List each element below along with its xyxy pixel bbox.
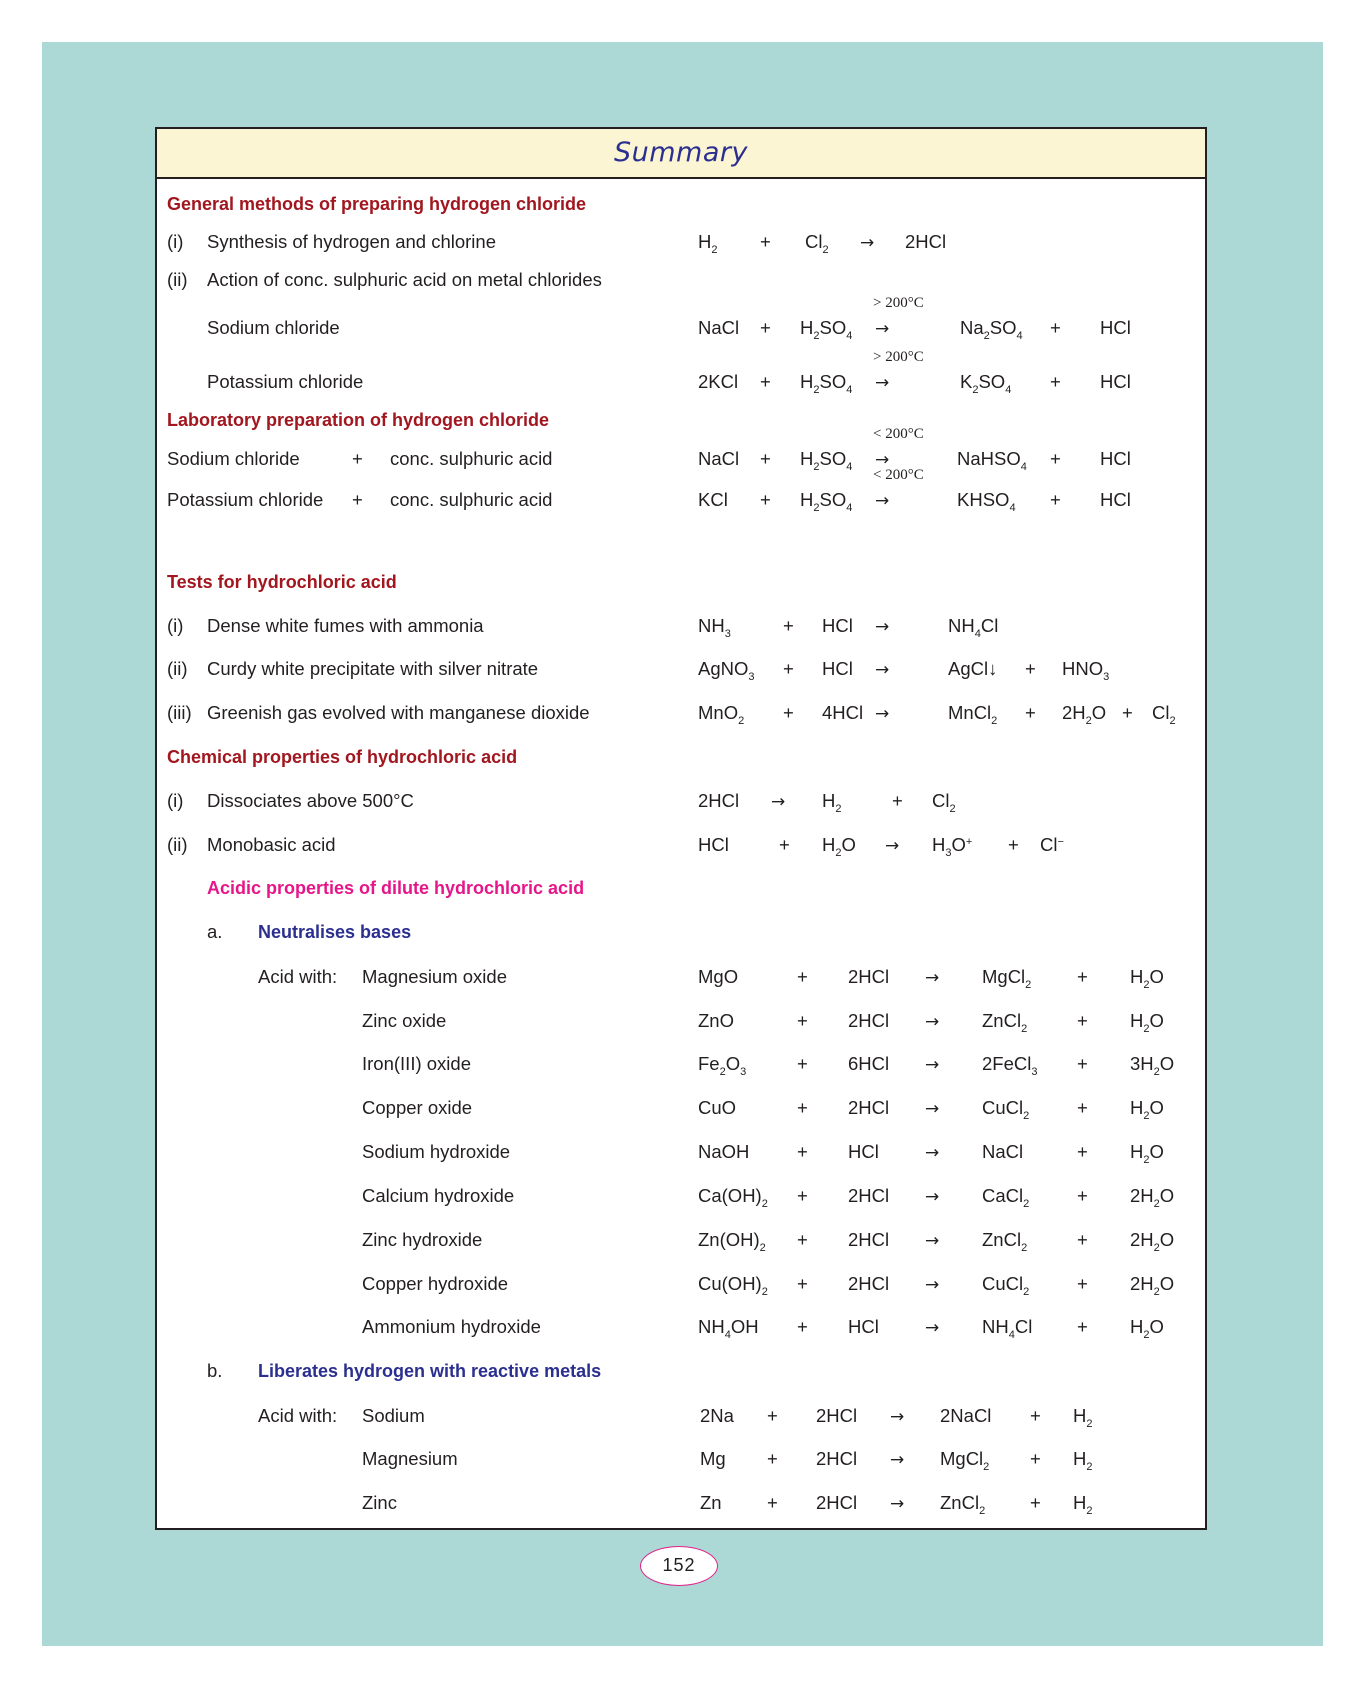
reaction-condition: > 200°C [873,349,924,365]
formula: NaCl [698,448,740,469]
item-number: (ii) [167,658,188,679]
arrow-icon: → [925,1055,940,1075]
formula: HCl [1100,489,1131,510]
formula: $H_2$ [698,231,718,256]
arrow-icon: → [890,1494,905,1514]
formula: CuCl$_2$ [982,1097,1030,1122]
formula: $3H_2O$ [1130,1053,1175,1078]
formula: 2HCl [816,1405,858,1426]
item-text: Calcium hydroxide [362,1185,515,1206]
formula: $Ca(OH)_2$ [698,1185,768,1210]
plus-sign: + [797,1141,808,1162]
acid-with-label: Acid with: [258,1405,338,1426]
plus-sign: + [760,371,771,392]
arrow-icon: → [875,704,890,724]
formula: 2HCl [848,966,890,987]
arrow-icon: → [771,792,786,812]
plus-sign: + [1050,317,1061,338]
formula: HCl [1100,371,1131,392]
item-number: (i) [167,790,184,811]
formula: MnCl$_2$ [948,702,998,727]
plus-sign: + [1122,702,1133,723]
item-text: Magnesium [362,1448,458,1469]
arrow-icon: → [860,233,875,253]
formula: $H_2SO_4$ [800,448,853,473]
item-text: Action of conc. sulphuric acid on metal chlorides [207,269,602,290]
plus-sign: + [767,1448,778,1469]
plus-sign: + [797,1229,808,1250]
formula: $NH_4Cl$ [982,1316,1033,1341]
plus-sign: + [1077,1053,1088,1074]
arrow-icon: → [925,1231,940,1251]
formula: 2FeCl$_3$ [982,1053,1038,1078]
acid-with-label: Acid with: [258,966,338,987]
formula: NaCl [982,1141,1024,1162]
page-number: 152 [640,1546,718,1586]
formula: ZnO [698,1010,734,1031]
formula: ZnCl$_2$ [940,1492,986,1517]
plus-sign: + [1077,1097,1088,1118]
formula: $HNO_3$ [1062,658,1110,683]
formula: $Cl_2$ [1152,702,1176,727]
formula: $Cl_2$ [932,790,956,815]
formula: $H_2$ [1073,1492,1093,1517]
plus-sign: + [352,448,363,469]
plus-sign: + [352,489,363,510]
item-number: (i) [167,231,184,252]
subsection-heading-neutralises: Neutralises bases [258,922,412,942]
formula: 2NaCl [940,1405,992,1426]
formula: 2HCl [848,1185,890,1206]
item-number: (i) [167,615,184,636]
arrow-icon: → [875,617,890,637]
formula: $H_2O$ [822,834,856,859]
formula: $H_2SO_4$ [800,317,853,342]
formula: HCl [1100,448,1131,469]
formula: HCl [698,834,729,855]
formula: HCl [822,615,853,636]
item-text: Zinc hydroxide [362,1229,483,1250]
plus-sign: + [797,1316,808,1337]
plus-sign: + [1008,834,1019,855]
plus-sign: + [797,1010,808,1031]
plus-sign: + [760,448,771,469]
plus-sign: + [892,790,903,811]
arrow-icon: → [875,373,890,393]
reaction-condition: < 200°C [873,426,924,442]
item-text: Sodium chloride [207,317,340,338]
item-number: (iii) [167,702,192,723]
formula: $H_2O$ [1130,1097,1164,1122]
item-text: Zinc [362,1492,397,1513]
formula: $Zn(OH)_2$ [698,1229,766,1254]
formula: $H_2O$ [1130,966,1164,991]
formula: $Cu(OH)_2$ [698,1273,768,1298]
item-text: Curdy white precipitate with silver nitrate [207,658,539,679]
formula: 2HCl [848,1097,890,1118]
arrow-icon: → [875,660,890,680]
formula: AgNO$_3$ [698,658,755,683]
arrow-icon: → [925,1012,940,1032]
formula: $H_2O$ [1130,1316,1164,1341]
formula: $Fe_2O_3$ [698,1053,747,1078]
item-text: Dissociates above 500°C [207,790,414,811]
plus-sign: + [767,1492,778,1513]
section-heading-tests: Tests for hydrochloric acid [167,572,397,592]
reaction-condition: < 200°C [873,467,924,483]
summary-header [157,129,1205,179]
plus-sign: + [783,615,794,636]
section-heading-general: General methods of preparing hydrogen chloride [167,194,587,214]
formula: AgCl↓ [948,658,998,679]
formula: 2HCl [848,1010,890,1031]
formula: Mg [700,1448,726,1469]
arrow-icon: → [925,1318,940,1338]
formula: $NH_4Cl$ [948,615,999,640]
plus-sign: + [760,317,771,338]
formula: 2HCl [816,1448,858,1469]
item-text: Potassium chloride [207,371,364,392]
plus-sign: + [1050,448,1061,469]
reaction-condition: > 200°C [873,295,924,311]
item-text: conc. sulphuric acid [390,489,553,510]
formula: HCl [1100,317,1131,338]
plus-sign: + [1030,1405,1041,1426]
formula: $Na_2SO_4$ [960,317,1023,342]
section-heading-lab: Laboratory preparation of hydrogen chloride [167,410,550,430]
formula: $H_2$ [1073,1448,1093,1473]
plus-sign: + [767,1405,778,1426]
plus-sign: + [797,1053,808,1074]
section-heading-acidic: Acidic properties of dilute hydrochloric acid [207,878,585,898]
formula: Cl− [1040,834,1064,855]
page-title: Summary [614,137,748,168]
formula: $KHSO_4$ [957,489,1016,514]
arrow-icon: → [925,968,940,988]
formula: $NH_3$ [698,615,731,640]
item-text: Magnesium oxide [362,966,507,987]
arrow-icon: → [875,450,890,470]
formula: $H_2SO_4$ [800,371,853,396]
item-text: Copper oxide [362,1097,473,1118]
formula: KCl [698,489,728,510]
plus-sign: + [1050,489,1061,510]
formula: $NH_4OH$ [698,1316,759,1341]
formula: $2H_2O$ [1062,702,1107,727]
formula: MgO [698,966,739,987]
plus-sign: + [1077,1229,1088,1250]
item-text: Sodium hydroxide [362,1141,511,1162]
formula: Zn [700,1492,722,1513]
item-text: Copper hydroxide [362,1273,509,1294]
arrow-icon: → [875,319,890,339]
formula: 2HCl [698,790,740,811]
formula: 2KCl [698,371,739,392]
arrow-icon: → [885,836,900,856]
item-text: Dense white fumes with ammonia [207,615,484,636]
formula: $Cl_2$ [805,231,829,256]
formula: $H_3O^+$ [932,834,973,859]
formula: $2H_2O$ [1130,1185,1175,1210]
arrow-icon: → [925,1275,940,1295]
formula: $K_2SO_4$ [960,371,1012,396]
plus-sign: + [1077,1010,1088,1031]
formula: CuCl$_2$ [982,1273,1030,1298]
plus-sign: + [1077,1273,1088,1294]
formula: HCl [848,1141,879,1162]
formula: NaOH [698,1141,750,1162]
formula: NaHSO$_4$ [957,448,1027,473]
subsection-heading-liberates: Liberates hydrogen with reactive metals [258,1361,602,1381]
formula: $H_2O$ [1130,1141,1164,1166]
formula: 2HCl [905,231,947,252]
item-letter: b. [207,1360,223,1381]
item-text: Monobasic acid [207,834,336,855]
formula: $2H_2O$ [1130,1273,1175,1298]
item-text: conc. sulphuric acid [390,448,553,469]
item-text: Ammonium hydroxide [362,1316,541,1337]
formula: $H_2$ [1073,1405,1093,1430]
plus-sign: + [1077,1141,1088,1162]
formula: MnO$_2$ [698,702,745,727]
arrow-icon: → [890,1407,905,1427]
arrow-icon: → [925,1099,940,1119]
formula: ZnCl$_2$ [982,1010,1028,1035]
formula: MgCl$_2$ [940,1448,990,1473]
plus-sign: + [1025,702,1036,723]
formula: NaCl [698,317,740,338]
formula: CuO [698,1097,737,1118]
item-text: Potassium chloride [167,489,324,510]
plus-sign: + [1050,371,1061,392]
item-text: Sodium chloride [167,448,300,469]
formula: $2H_2O$ [1130,1229,1175,1254]
formula: CaCl$_2$ [982,1185,1030,1210]
item-number: (ii) [167,269,188,290]
plus-sign: + [783,658,794,679]
item-text: Greenish gas evolved with manganese dioxide [207,702,590,723]
formula: 2Na [700,1405,734,1426]
formula: $H_2SO_4$ [800,489,853,514]
item-text: Synthesis of hydrogen and chlorine [207,231,496,252]
arrow-icon: → [925,1143,940,1163]
formula: $H_2O$ [1130,1010,1164,1035]
formula: 2HCl [848,1273,890,1294]
item-number: (ii) [167,834,188,855]
formula: 2HCl [816,1492,858,1513]
formula: 6HCl [848,1053,890,1074]
item-text: Sodium [362,1405,425,1426]
plus-sign: + [797,1185,808,1206]
plus-sign: + [797,1273,808,1294]
plus-sign: + [1077,966,1088,987]
formula: ZnCl$_2$ [982,1229,1028,1254]
plus-sign: + [1025,658,1036,679]
arrow-icon: → [925,1187,940,1207]
plus-sign: + [797,966,808,987]
formula: HCl [848,1316,879,1337]
formula: HCl [822,658,853,679]
formula: 2HCl [848,1229,890,1250]
plus-sign: + [760,231,771,252]
item-text: Zinc oxide [362,1010,447,1031]
section-heading-chemical: Chemical properties of hydrochloric acid [167,747,518,767]
plus-sign: + [1030,1492,1041,1513]
plus-sign: + [783,702,794,723]
plus-sign: + [760,489,771,510]
item-letter: a. [207,921,223,942]
plus-sign: + [1077,1316,1088,1337]
plus-sign: + [779,834,790,855]
formula: $H_2$ [822,790,842,815]
arrow-icon: → [890,1450,905,1470]
formula: 4HCl [822,702,864,723]
plus-sign: + [1077,1185,1088,1206]
item-text: Iron(III) oxide [362,1053,471,1074]
plus-sign: + [797,1097,808,1118]
formula: MgCl$_2$ [982,966,1032,991]
arrow-icon: → [875,491,890,511]
plus-sign: + [1030,1448,1041,1469]
